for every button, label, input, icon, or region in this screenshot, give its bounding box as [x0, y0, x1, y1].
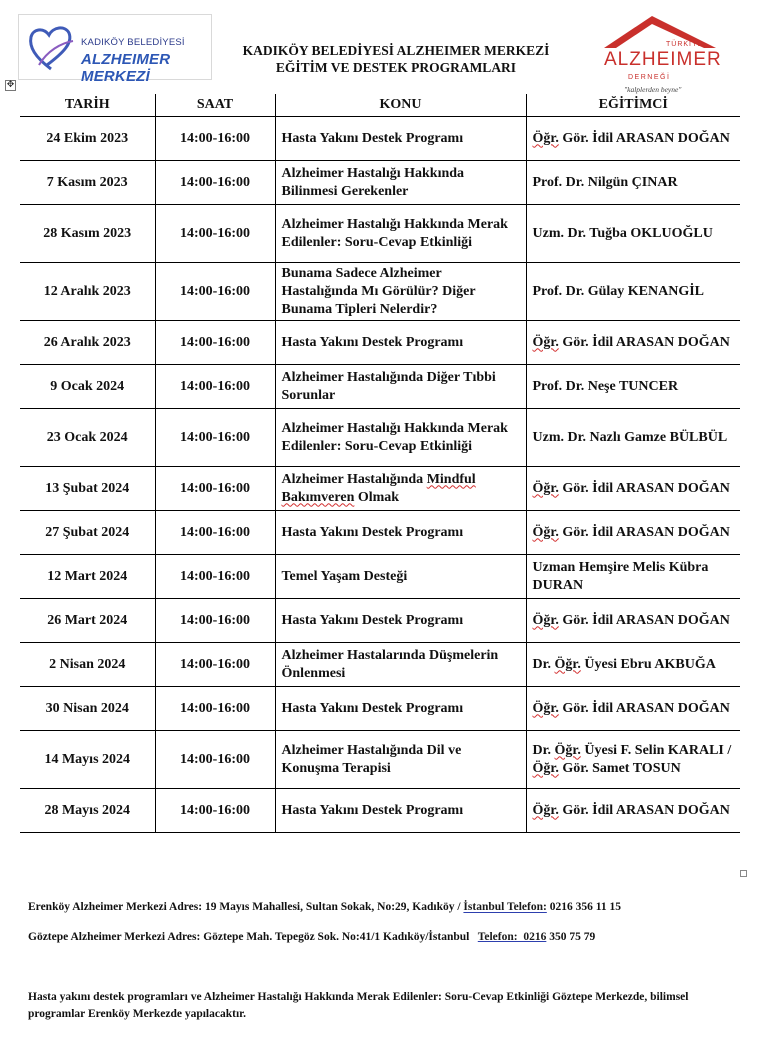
cell-time: 14:00-16:00 [155, 321, 275, 365]
cell-trainer: Öğr. Gör. İdil ARASAN DOĞAN [526, 599, 740, 643]
erenkoy-address [28, 899, 738, 916]
cell-date: 12 Aralık 2023 [20, 263, 155, 321]
cell-date: 26 Aralık 2023 [20, 321, 155, 365]
cell-trainer: Öğr. Gör. İdil ARASAN DOĞAN [526, 687, 740, 731]
cell-topic: Hasta Yakını Destek Programı [275, 117, 526, 161]
turkiye-alzheimer-dernegi-logo [600, 14, 722, 94]
footer-note: Hasta yakını destek programları ve Alzheimer Hastalığı Hakkında Merak Edilenler: Soru-Cevap Etkinliği Göztepe Merkezde, bilimsel programlar Erenköy Merkezde yapılacaktır. [28, 991, 689, 1020]
goztepe-phone: 350 75 79 [546, 931, 596, 943]
cell-trainer: Prof. Dr. Gülay KENANGİL [526, 263, 740, 321]
table-row [20, 687, 740, 731]
cell-trainer: Uzm. Dr. Nazlı Gamze BÜLBÜL [526, 409, 740, 467]
cell-time: 14:00-16:00 [155, 263, 275, 321]
table-resize-handle[interactable] [740, 870, 747, 877]
cell-date: 30 Nisan 2024 [20, 687, 155, 731]
cell-date: 26 Mart 2024 [20, 599, 155, 643]
cell-date: 28 Mayıs 2024 [20, 789, 155, 833]
logo-right-top: TÜRKİYE [666, 41, 704, 48]
logo-right-bottom: DERNEĞİ [628, 74, 671, 81]
table-row [20, 789, 740, 833]
cell-time: 14:00-16:00 [155, 365, 275, 409]
cell-topic: Alzheimer Hastalığı Hakkında Merak Edilenler: Soru-Cevap Etkinliği [275, 205, 526, 263]
cell-date: 7 Kasım 2023 [20, 161, 155, 205]
cell-trainer: Prof. Dr. Neşe TUNCER [526, 365, 740, 409]
table-row [20, 117, 740, 161]
cell-date: 27 Şubat 2024 [20, 511, 155, 555]
table-row [20, 409, 740, 467]
document-title [236, 42, 556, 76]
cell-topic: Hasta Yakını Destek Programı [275, 511, 526, 555]
table-header-row [20, 94, 740, 117]
table-row [20, 511, 740, 555]
cell-topic: Alzheimer Hastalığında Dil ve Konuşma Terapisi [275, 731, 526, 789]
table-row [20, 555, 740, 599]
cell-trainer: Öğr. Gör. İdil ARASAN DOĞAN [526, 117, 740, 161]
cell-trainer: Dr. Öğr. Üyesi Ebru AKBUĞA [526, 643, 740, 687]
cell-topic: Alzheimer Hastalığı Hakkında Merak Edilenler: Soru-Cevap Etkinliği [275, 409, 526, 467]
cell-date: 9 Ocak 2024 [20, 365, 155, 409]
cell-trainer: Öğr. Gör. İdil ARASAN DOĞAN [526, 321, 740, 365]
cell-date: 2 Nisan 2024 [20, 643, 155, 687]
cell-trainer: Prof. Dr. Nilgün ÇINAR [526, 161, 740, 205]
erenkoy-address-text: Erenköy Alzheimer Merkezi Adres: 19 Mayıs Mahallesi, Sultan Sokak, No:29, Kadıköy / [28, 901, 464, 913]
goztepe-address-text: Göztepe Alzheimer Merkezi Adres: Göztepe Mah. Tepegöz Sok. No:41/1 Kadıköy/İstanbul [28, 931, 478, 943]
cell-time: 14:00-16:00 [155, 599, 275, 643]
cell-time: 14:00-16:00 [155, 511, 275, 555]
heart-outline-icon [25, 21, 77, 75]
cell-time: 14:00-16:00 [155, 555, 275, 599]
cell-time: 14:00-16:00 [155, 409, 275, 467]
cell-trainer: Uzman Hemşire Melis Kübra DURAN [526, 555, 740, 599]
table-row [20, 467, 740, 511]
move-cross-icon[interactable]: ✥ [6, 80, 15, 90]
cell-date: 23 Ocak 2024 [20, 409, 155, 467]
table-row [20, 643, 740, 687]
cell-topic: Temel Yaşam Desteği [275, 555, 526, 599]
cell-date: 13 Şubat 2024 [20, 467, 155, 511]
table-row [20, 599, 740, 643]
header-date: TARİH [20, 94, 155, 117]
cell-date: 12 Mart 2024 [20, 555, 155, 599]
cell-topic: Alzheimer Hastalarında Düşmelerin Önlenmesi [275, 643, 526, 687]
cell-time: 14:00-16:00 [155, 117, 275, 161]
cell-date: 28 Kasım 2023 [20, 205, 155, 263]
logo-left-title: ALZHEIMER MERKEZİ [81, 51, 171, 85]
logo-right-slogan: "kalplerden beyne" [624, 85, 682, 94]
cell-trainer: Dr. Öğr. Üyesi F. Selin KARALI / Öğr. Gör. Samet TOSUN [526, 731, 740, 789]
header-time: SAAT [155, 94, 275, 117]
goztepe-phone-link[interactable]: Telefon: 0216 [477, 931, 547, 943]
cell-trainer: Uzm. Dr. Tuğba OKLUOĞLU [526, 205, 740, 263]
kadikoy-alzheimer-logo [18, 14, 212, 85]
table-row [20, 205, 740, 263]
cell-topic: Hasta Yakını Destek Programı [275, 687, 526, 731]
table-row [20, 321, 740, 365]
header-topic: KONU [275, 94, 526, 117]
cell-topic: Hasta Yakını Destek Programı [275, 321, 526, 365]
cell-time: 14:00-16:00 [155, 467, 275, 511]
cell-topic: Bunama Sadece Alzheimer Hastalığında Mı Görülür? Diğer Bunama Tipleri Nelerdir? [275, 263, 526, 321]
cell-date: 14 Mayıs 2024 [20, 731, 155, 789]
cell-topic: Alzheimer Hastalığında Diğer Tıbbi Sorunlar [275, 365, 526, 409]
cell-time: 14:00-16:00 [155, 731, 275, 789]
table-row [20, 365, 740, 409]
goztepe-address [28, 929, 738, 946]
logo-left-subtitle: KADIKÖY BELEDİYESİ [81, 37, 185, 48]
cell-trainer: Öğr. Gör. İdil ARASAN DOĞAN [526, 467, 740, 511]
cell-topic: Alzheimer Hastalığında Mindful Bakımveren Olmak [275, 467, 526, 511]
table-row [20, 731, 740, 789]
title-line-1: KADIKÖY BELEDİYESİ ALZHEIMER MERKEZİ [242, 43, 550, 58]
cell-time: 14:00-16:00 [155, 687, 275, 731]
cell-topic: Hasta Yakını Destek Programı [275, 599, 526, 643]
cell-trainer: Öğr. Gör. İdil ARASAN DOĞAN [526, 511, 740, 555]
cell-topic: Alzheimer Hastalığı Hakkında Bilinmesi Gerekenler [275, 161, 526, 205]
erenkoy-phone-link[interactable]: İstanbul Telefon: [463, 901, 547, 913]
cell-date: 24 Ekim 2023 [20, 117, 155, 161]
schedule-table [20, 94, 740, 833]
table-row [20, 263, 740, 321]
header-trainer: EĞİTİMCİ [526, 94, 740, 117]
cell-trainer: Öğr. Gör. İdil ARASAN DOĞAN [526, 789, 740, 833]
cell-time: 14:00-16:00 [155, 205, 275, 263]
cell-time: 14:00-16:00 [155, 161, 275, 205]
logo-right-main: ALZHEIMER [604, 49, 722, 70]
cell-topic: Hasta Yakını Destek Programı [275, 789, 526, 833]
table-row [20, 161, 740, 205]
cell-time: 14:00-16:00 [155, 643, 275, 687]
title-line-2: EĞİTİM VE DESTEK PROGRAMLARI [275, 60, 517, 75]
cell-time: 14:00-16:00 [155, 789, 275, 833]
erenkoy-phone: 0216 356 11 15 [546, 901, 621, 913]
